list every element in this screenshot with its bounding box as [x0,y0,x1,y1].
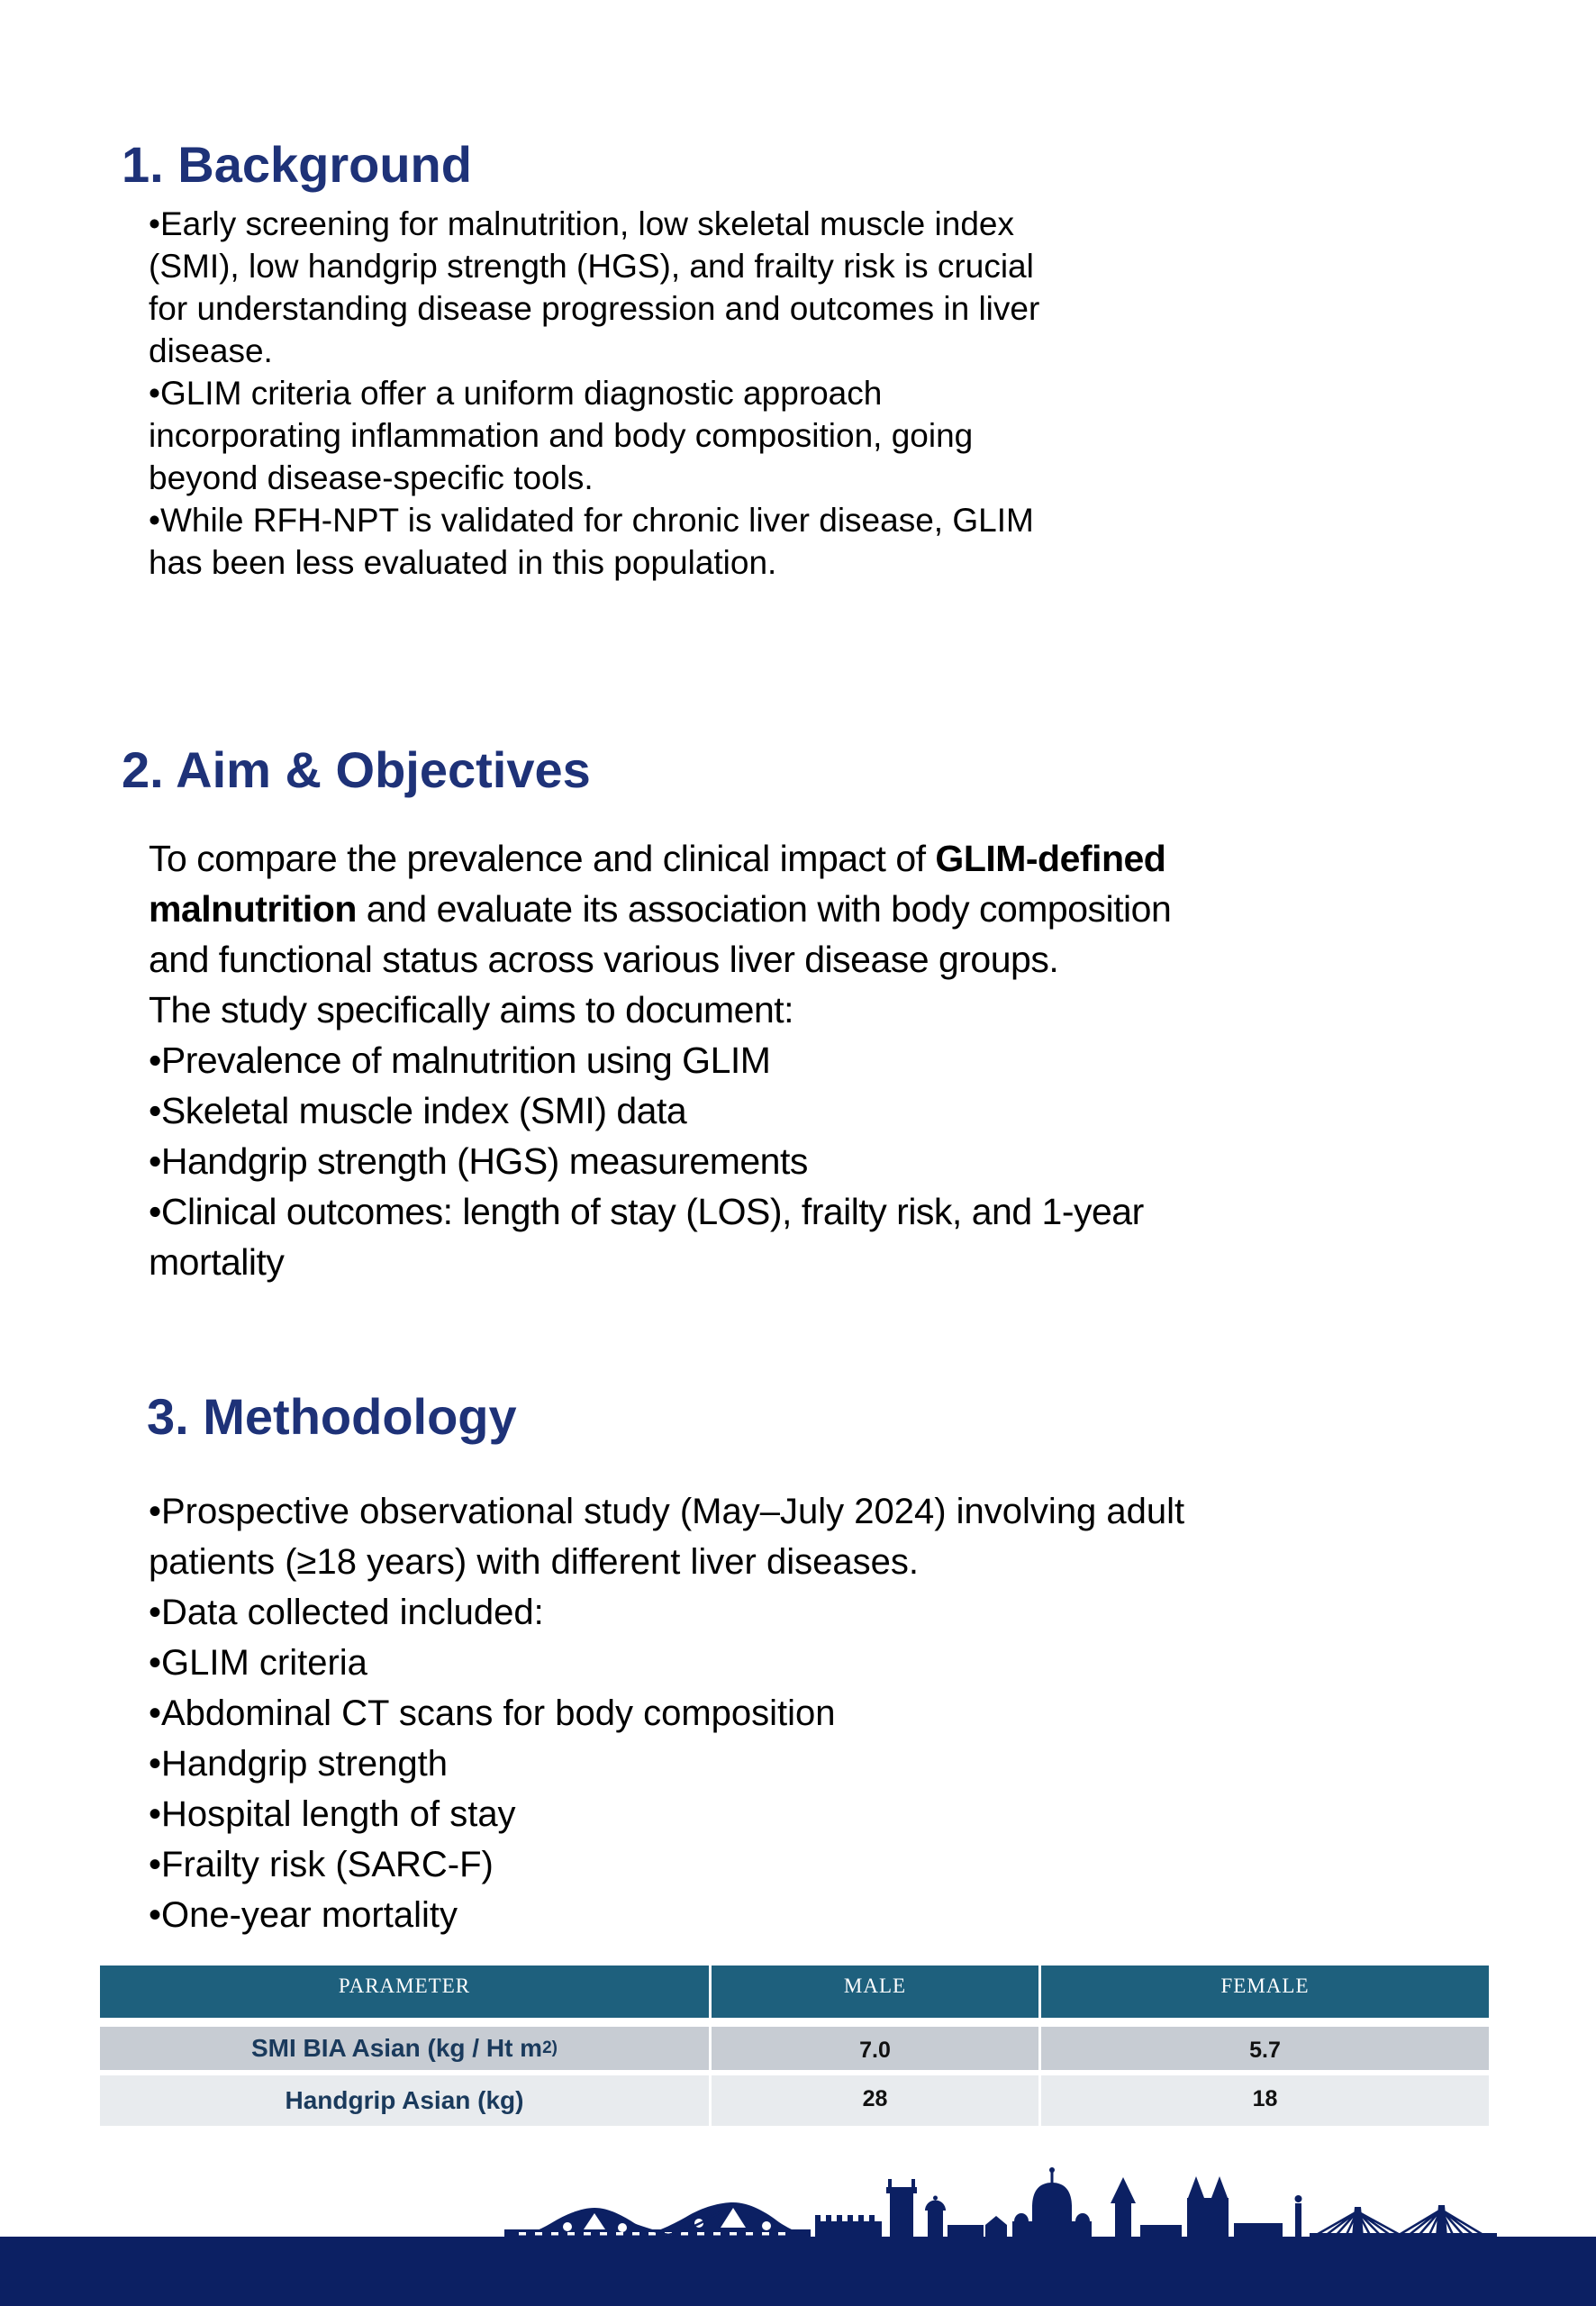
row-label-text: SMI BIA Asian (kg / Ht m [251,2034,543,2062]
text-line: disease. [149,332,273,369]
text-line: •Skeletal muscle index (SMI) data [149,1090,687,1131]
text-line: •Early screening for malnutrition, low skeletal muscle index [149,205,1014,242]
text-line: •Clinical outcomes: length of stay (LOS), frailty risk, and 1-year [149,1191,1144,1232]
table-header-parameter: PARAMETER [100,1966,709,2018]
text-line: •Handgrip strength (HGS) measurements [149,1140,808,1182]
text-line: •Handgrip strength [149,1744,448,1784]
text-segment: and evaluate its association with body composition [356,888,1172,930]
section-heading-methodology: 3. Methodology [147,1388,517,1445]
text-line: •Frailty risk (SARC-F) [149,1845,494,1884]
text-line: •GLIM criteria [149,1643,367,1683]
text-line: mortality [149,1241,285,1283]
table-row-label-smi [100,2027,709,2070]
table-cell-handgrip-female: 18 [1041,2075,1489,2126]
text-line: beyond disease-specific tools. [149,459,594,496]
text-line: •Abdominal CT scans for body composition [149,1693,836,1733]
table-cell-handgrip-male: 28 [712,2075,1038,2126]
text-line: has been less evaluated in this population. [149,544,777,581]
text-line: The study specifically aims to document: [149,989,794,1030]
table-cell-smi-male: 7.0 [712,2027,1038,2070]
text-line [149,884,1171,934]
text-line: •Prospective observational study (May–July 2024) involving adult [149,1492,1185,1531]
city-skyline-icon [0,2072,1596,2306]
text-line: •While RFH-NPT is validated for chronic liver disease, GLIM [149,502,1034,539]
text-segment-bold: malnutrition [149,888,357,930]
section-body-background [149,203,1039,584]
table-header-male: MALE [712,1966,1038,2018]
text-segment: To compare the prevalence and clinical impact of [149,838,936,879]
text-line: and functional status across various liver disease groups. [149,939,1059,980]
text-line: patients (≥18 years) with different liver diseases. [149,1542,919,1582]
text-segment-bold: GLIM-defined [935,838,1166,879]
text-line: •Data collected included: [149,1593,544,1632]
text-line [149,833,1171,884]
text-line: (SMI), low handgrip strength (HGS), and frailty risk is crucial [149,248,1034,285]
table-header-female: FEMALE [1041,1966,1489,2018]
table-cell-smi-female: 5.7 [1041,2027,1489,2070]
section-heading-aim-objectives: 2. Aim & Objectives [122,741,591,798]
text-line: incorporating inflammation and body composition, going [149,417,974,454]
section-heading-background: 1. Background [122,136,472,193]
row-label-text: Handgrip Asian (kg) [285,2086,524,2114]
section-body-methodology [149,1486,1184,1940]
text-line: •One-year mortality [149,1895,458,1935]
section-body-aim-objectives [149,833,1171,1287]
text-line: •GLIM criteria offer a uniform diagnostic approach [149,375,883,412]
row-label-superscript: 2) [542,2038,558,2057]
text-line: •Prevalence of malnutrition using GLIM [149,1040,771,1081]
text-line: for understanding disease progression and outcomes in liver [149,290,1040,327]
footer-skyline-band [0,2072,1596,2306]
text-line: •Hospital length of stay [149,1794,516,1834]
